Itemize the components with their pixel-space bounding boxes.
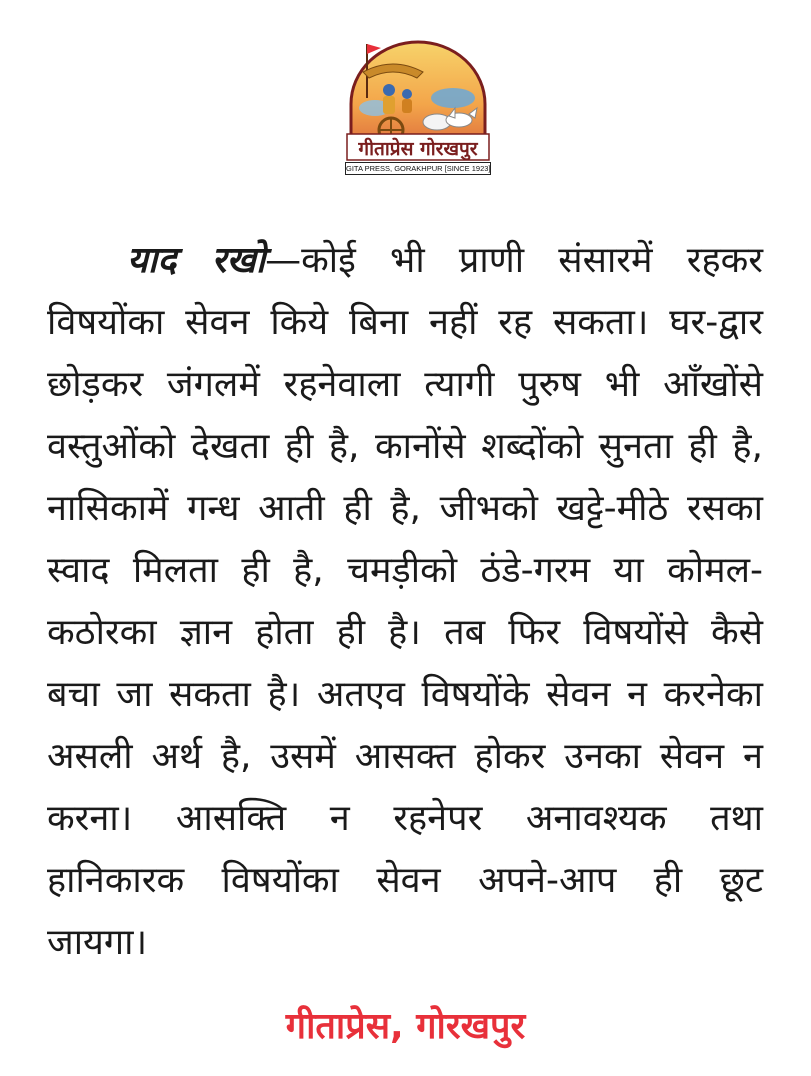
logo-wordmark: गीताप्रेस गोरखपुर [358, 138, 478, 160]
logo-caption: GITA PRESS, GORAKHPUR [SINCE 1923] [346, 164, 491, 173]
passage-lead: याद रखो [127, 240, 266, 281]
chariot-emblem [345, 38, 491, 162]
passage-text: —कोई भी प्राणी संसारमें रहकर विषयोंका सेवन किये बिना नहीं रह सकता। घर-द्वार छोड़कर जंगलमें रहनेवाला त्यागी पुरुष भी आँखोंसे वस्तुओंको देखता ही है, कानोंसे शब्दोंको सुनता ही है, नासिकामें गन्ध आती ही है, जीभको खट्टे-मीठे रसका स्वाद मिलता ही है, चमड़ीको ठंडे-गरम या कोमल-कठोरका ज्ञान होता ही है। तब फिर विषयोंसे कैसे बचा जा सकता है। अतएव विषयोंके सेवन न करनेका असली अर्थ है, उसमें आसक्त होकर उनका सेवन न करना। आसक्ति न रहनेपर अनावश्यक तथा हानिकारक विषयोंका सेवन अपने-आप ही छूट जायगा। [47, 240, 763, 963]
passage [47, 230, 763, 974]
publisher-footer: गीताप्रेस, गोरखपुर [285, 1006, 526, 1047]
gita-press-logo [345, 38, 491, 176]
